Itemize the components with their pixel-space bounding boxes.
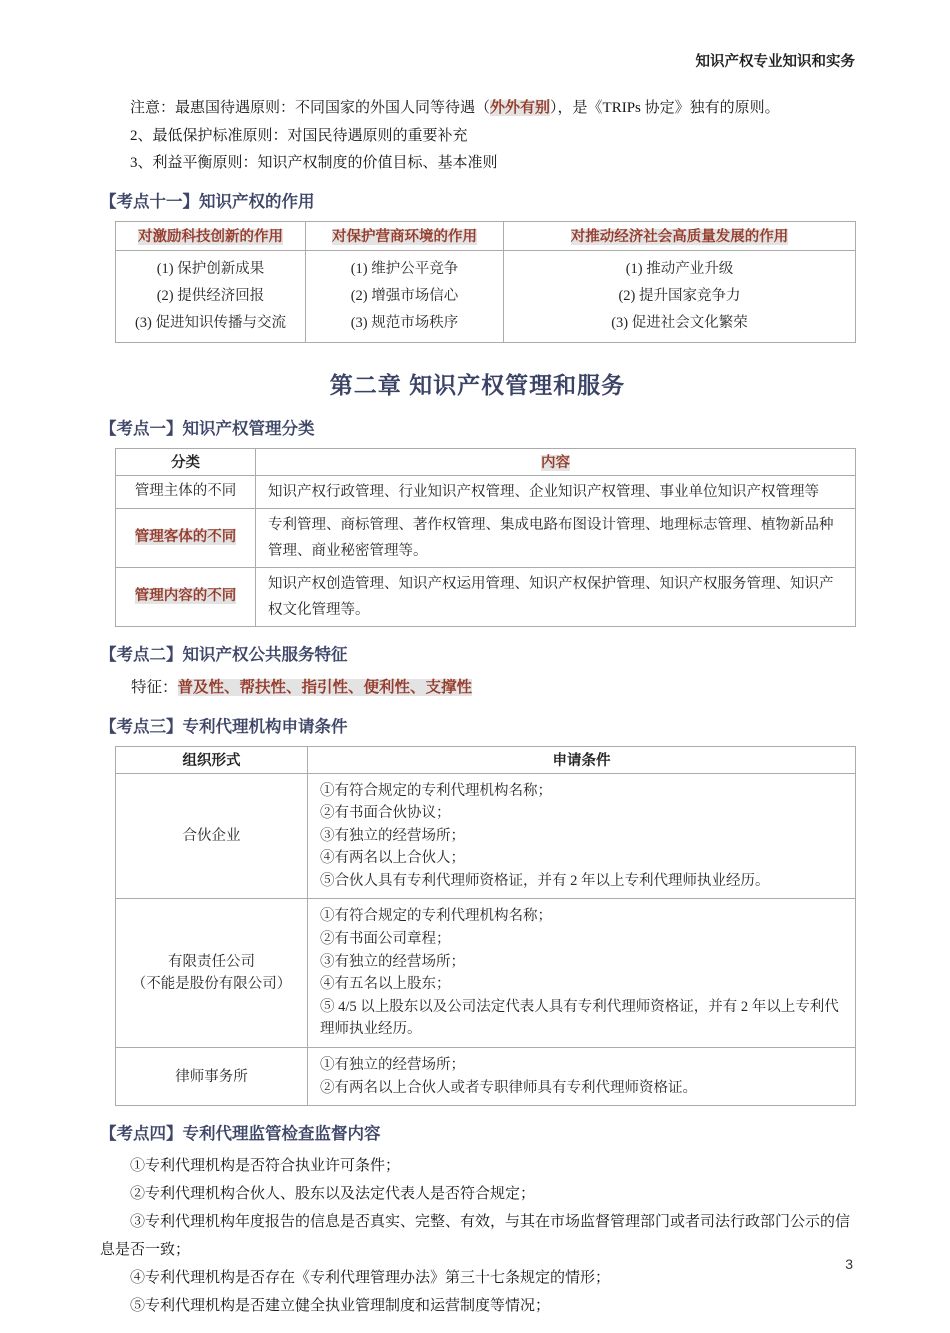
- cell-line: (2) 增强市场信心: [350, 287, 459, 304]
- note-suffix: ），是《TRIPs 协定》独有的原则。: [550, 100, 780, 116]
- cell-line: (1) 维护公平竞争: [350, 260, 459, 277]
- table-header-row: [116, 746, 856, 773]
- row-content-cell: 知识产权行政管理、行业知识产权管理、企业知识产权管理、事业单位知识产权管理等: [256, 475, 856, 508]
- section-title-kaodian1: 【考点一】知识产权管理分类: [100, 419, 315, 438]
- row-label: 管理客体的不同: [134, 529, 237, 545]
- features-line: [100, 674, 855, 701]
- table-row: [116, 567, 856, 626]
- header-label: 对推动经济社会高质量发展的作用: [570, 229, 789, 245]
- org-type-cell: [116, 899, 308, 1048]
- features-value: 普及性、帮扶性、指引性、便利性、支撑性: [177, 678, 473, 696]
- org-name: 有限责任公司: [168, 954, 255, 971]
- table-body-row: [116, 250, 856, 342]
- section-title-kaodian3: 【考点三】专利代理机构申请条件: [100, 717, 348, 736]
- row-label-cell: [116, 567, 256, 626]
- management-category-table: [115, 448, 856, 627]
- org-type-cell: [116, 773, 308, 899]
- body-cell: [504, 250, 856, 342]
- header-cell: 组织形式: [116, 746, 308, 773]
- org-name: 律师事务所: [175, 1068, 248, 1085]
- row-content-cell: 知识产权创造管理、知识产权运用管理、知识产权保护管理、知识产权服务管理、知识产权文化管理等。: [256, 567, 856, 626]
- intro-notes: [100, 95, 855, 178]
- header-cell: [256, 448, 856, 475]
- header-cell: 分类: [116, 448, 256, 475]
- conditions-cell: [308, 1048, 856, 1106]
- chapter-title: 第二章 知识产权管理和服务: [329, 371, 626, 398]
- condition-line: ④有两名以上合伙人；: [320, 850, 465, 867]
- cell-line: (2) 提升国家竞争力: [618, 287, 741, 304]
- features-label: 特征：: [131, 678, 178, 696]
- note-prefix: 注意：最惠国待遇原则：不同国家的外国人同等待遇（: [130, 100, 491, 116]
- conditions-cell: [308, 899, 856, 1048]
- supervision-item: ②专利代理机构合伙人、股东以及法定代表人是否符合规定；: [130, 1186, 536, 1203]
- supervision-item: ①专利代理机构是否符合执业许可条件；: [130, 1158, 401, 1175]
- cell-line: (3) 规范市场秩序: [350, 314, 459, 331]
- cell-line: (1) 保护创新成果: [156, 260, 265, 277]
- page-number: 3: [845, 1256, 853, 1272]
- condition-line: ①有独立的经营场所；: [320, 1057, 465, 1074]
- header-cell: [504, 221, 856, 250]
- principle-item-3: 3、利益平衡原则：知识产权制度的价值目标、基本准则: [130, 155, 498, 171]
- note-highlight: 外外有别: [490, 100, 551, 116]
- condition-line: ②有书面合伙协议；: [320, 805, 451, 822]
- note-line: [100, 95, 855, 123]
- body-cell: [116, 250, 306, 342]
- supervision-items: [100, 1152, 855, 1320]
- cell-line: (1) 推动产业升级: [625, 260, 734, 277]
- table-header-row: [116, 448, 856, 475]
- cell-line: (3) 促进知识传播与交流: [134, 314, 287, 331]
- header-cell: [306, 221, 504, 250]
- table-row: [116, 899, 856, 1048]
- table-header-row: [116, 221, 856, 250]
- running-header: 知识产权专业知识和实务: [695, 54, 855, 70]
- condition-line: ②有书面公司章程；: [320, 931, 451, 948]
- condition-line: ⑤ 4/5 以上股东以及公司法定代表人具有专利代理师资格证，并有 2 年以上专利代理师执业经历。: [320, 998, 839, 1038]
- table-row: [116, 508, 856, 567]
- section-title-kaodian4: 【考点四】专利代理监管检查监督内容: [100, 1125, 381, 1144]
- condition-line: ①有符合规定的专利代理机构名称；: [320, 782, 552, 799]
- header-label: 内容: [541, 455, 570, 471]
- condition-line: ⑤合伙人具有专利代理师资格证，并有 2 年以上专利代理师执业经历。: [320, 872, 770, 889]
- table-row: [116, 1048, 856, 1106]
- agency-conditions-table: [115, 746, 856, 1107]
- cell-line: (3) 促进社会文化繁荣: [611, 314, 748, 331]
- section-title-kaodian2: 【考点二】知识产权公共服务特征: [100, 645, 348, 664]
- header-label: 对激励科技创新的作用: [138, 229, 283, 245]
- org-name-note: （不能是股份有限公司）: [131, 976, 292, 993]
- condition-line: ②有两名以上合伙人或者专职律师具有专利代理师资格证。: [320, 1079, 697, 1096]
- row-label-cell: [116, 508, 256, 567]
- condition-line: ④有五名以上股东；: [320, 976, 451, 993]
- condition-line: ③有独立的经营场所；: [320, 953, 465, 970]
- row-label: 管理内容的不同: [134, 588, 237, 604]
- header-label: 对保护营商环境的作用: [332, 229, 477, 245]
- org-name: 合伙企业: [182, 827, 241, 844]
- body-cell: [306, 250, 504, 342]
- row-label-cell: 管理主体的不同: [116, 475, 256, 508]
- row-content-cell: 专利管理、商标管理、著作权管理、集成电路布图设计管理、地理标志管理、植物新品种管理、商业秘密管理等。: [256, 508, 856, 567]
- header-cell: [116, 221, 306, 250]
- condition-line: ①有符合规定的专利代理机构名称；: [320, 908, 552, 925]
- cell-line: (2) 提供经济回报: [156, 287, 265, 304]
- conditions-cell: [308, 773, 856, 899]
- supervision-item: ③专利代理机构年度报告的信息是否真实、完整、有效，与其在市场监督管理部门或者司法行政部门公示的信息是否一致；: [100, 1214, 851, 1259]
- supervision-item: ④专利代理机构是否存在《专利代理管理办法》第三十七条规定的情形；: [130, 1270, 611, 1287]
- org-type-cell: [116, 1048, 308, 1106]
- supervision-item: ⑤专利代理机构是否建立健全执业管理制度和运营制度等情况；: [130, 1298, 551, 1315]
- ip-roles-table: [115, 221, 856, 343]
- principle-item-2: 2、最低保护标准原则：对国民待遇原则的重要补充: [130, 127, 468, 144]
- table-row: [116, 475, 856, 508]
- condition-line: ③有独立的经营场所；: [320, 827, 465, 844]
- table-row: [116, 773, 856, 899]
- header-cell: 申请条件: [308, 746, 856, 773]
- section-title-kaodian11: 【考点十一】知识产权的作用: [100, 192, 315, 211]
